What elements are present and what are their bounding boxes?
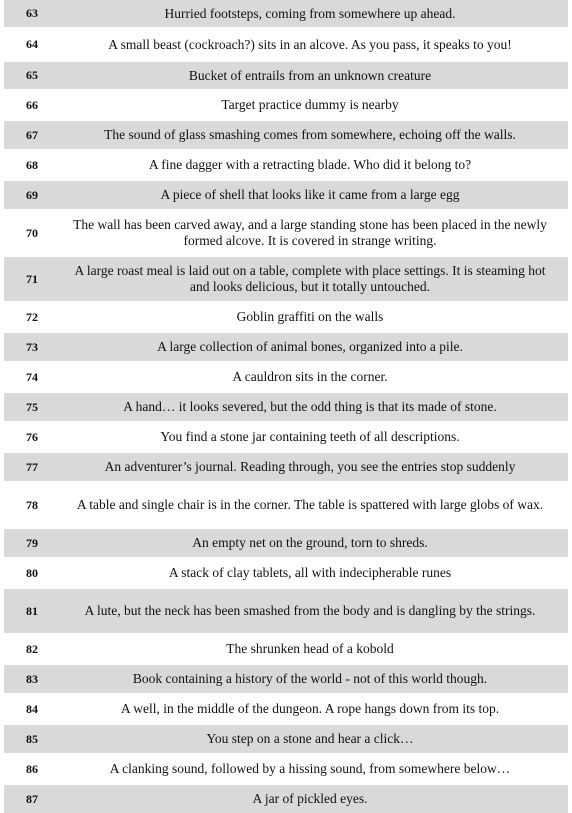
row-description: An adventurer’s journal. Reading through, you see the entries stop suddenly <box>104 459 516 474</box>
row-number: 78 <box>26 497 38 512</box>
table-row <box>4 91 568 119</box>
table-row <box>4 483 568 527</box>
row-number: 66 <box>26 97 38 112</box>
table-row <box>4 211 568 255</box>
row-number: 77 <box>26 459 38 474</box>
row-description: A stack of clay tablets, all with indecipherable runes <box>168 565 452 580</box>
table-row <box>4 333 568 361</box>
table-row <box>4 665 568 693</box>
row-description: Goblin graffiti on the walls <box>236 309 384 324</box>
table-row <box>4 695 568 723</box>
row-description: A clanking sound, followed by a hissing sound, from somewhere below… <box>109 761 511 776</box>
row-number: 86 <box>26 761 38 776</box>
row-number: 84 <box>26 701 38 716</box>
row-number: 80 <box>26 565 38 580</box>
table-row <box>4 755 568 783</box>
table-row <box>4 453 568 481</box>
row-description: A hand… it looks severed, but the odd thing is that its made of stone. <box>123 399 497 414</box>
row-number: 64 <box>26 37 38 51</box>
table-row <box>4 785 568 813</box>
row-number: 71 <box>26 271 38 286</box>
table-row <box>4 303 568 331</box>
table-row <box>4 181 568 209</box>
table-row <box>4 529 568 557</box>
row-description: Hurried footsteps, coming from somewhere up ahead. <box>164 5 456 21</box>
row-number: 82 <box>26 641 38 656</box>
row-number: 72 <box>26 309 38 324</box>
row-description: You find a stone jar containing teeth of all descriptions. <box>160 429 460 444</box>
row-description: A jar of pickled eyes. <box>252 791 368 806</box>
table-row <box>4 423 568 451</box>
table-row <box>4 393 568 421</box>
table-row <box>4 363 568 391</box>
row-description: A small beast (cockroach?) sits in an alcove. As you pass, it speaks to you! <box>108 36 512 52</box>
row-number: 81 <box>26 603 38 618</box>
row-number: 68 <box>26 157 38 172</box>
row-number: 87 <box>26 791 38 806</box>
row-description: A large roast meal is laid out on a table, complete with place settings. It is steaming hot and looks delicious, but it totally untouched. <box>74 263 546 294</box>
table-row <box>4 559 568 587</box>
row-description: Bucket of entrails from an unknown creature <box>188 67 432 83</box>
table-row <box>4 29 568 60</box>
row-description: A cauldron sits in the corner. <box>232 369 388 384</box>
table-row <box>4 257 568 301</box>
row-description: Book containing a history of the world - not of this world though. <box>132 671 488 686</box>
row-number: 65 <box>26 68 38 82</box>
row-number: 75 <box>26 399 38 414</box>
table-row <box>4 725 568 753</box>
row-description: An empty net on the ground, torn to shreds. <box>192 535 428 550</box>
row-number: 63 <box>26 6 38 20</box>
row-description: A piece of shell that looks like it came from a large egg <box>160 187 460 202</box>
row-description: The wall has been carved away, and a large standing stone has been placed in the newly formed alcove. It is covered in strange writing. <box>73 217 547 248</box>
table-row <box>4 121 568 149</box>
row-number: 76 <box>26 429 38 444</box>
row-description: Target practice dummy is nearby <box>221 97 399 112</box>
table-row <box>4 151 568 179</box>
row-description: A table and single chair is in the corner. The table is spattered with large globs of wax. <box>76 497 544 512</box>
table-row <box>4 0 568 27</box>
row-number: 74 <box>26 369 38 384</box>
row-description: The sound of glass smashing comes from somewhere, echoing off the walls. <box>104 127 516 142</box>
row-description: You step on a stone and hear a click… <box>206 731 414 746</box>
row-description: A lute, but the neck has been smashed from the body and is dangling by the strings. <box>84 603 536 618</box>
row-description: A fine dagger with a retracting blade. Who did it belong to? <box>148 157 472 172</box>
row-number: 67 <box>26 127 38 142</box>
row-number: 79 <box>26 535 38 550</box>
row-number: 73 <box>26 339 38 354</box>
row-number: 83 <box>26 671 38 686</box>
table-row <box>4 635 568 663</box>
row-description: A well, in the middle of the dungeon. A rope hangs down from its top. <box>120 701 500 716</box>
table-row <box>4 589 568 633</box>
row-description: A large collection of animal bones, organized into a pile. <box>157 339 463 354</box>
encounter-table <box>4 0 568 813</box>
row-description: The shrunken head of a kobold <box>226 641 394 656</box>
row-number: 70 <box>26 225 38 240</box>
row-number: 85 <box>26 731 38 746</box>
row-number: 69 <box>26 187 38 202</box>
table-row <box>4 62 568 89</box>
